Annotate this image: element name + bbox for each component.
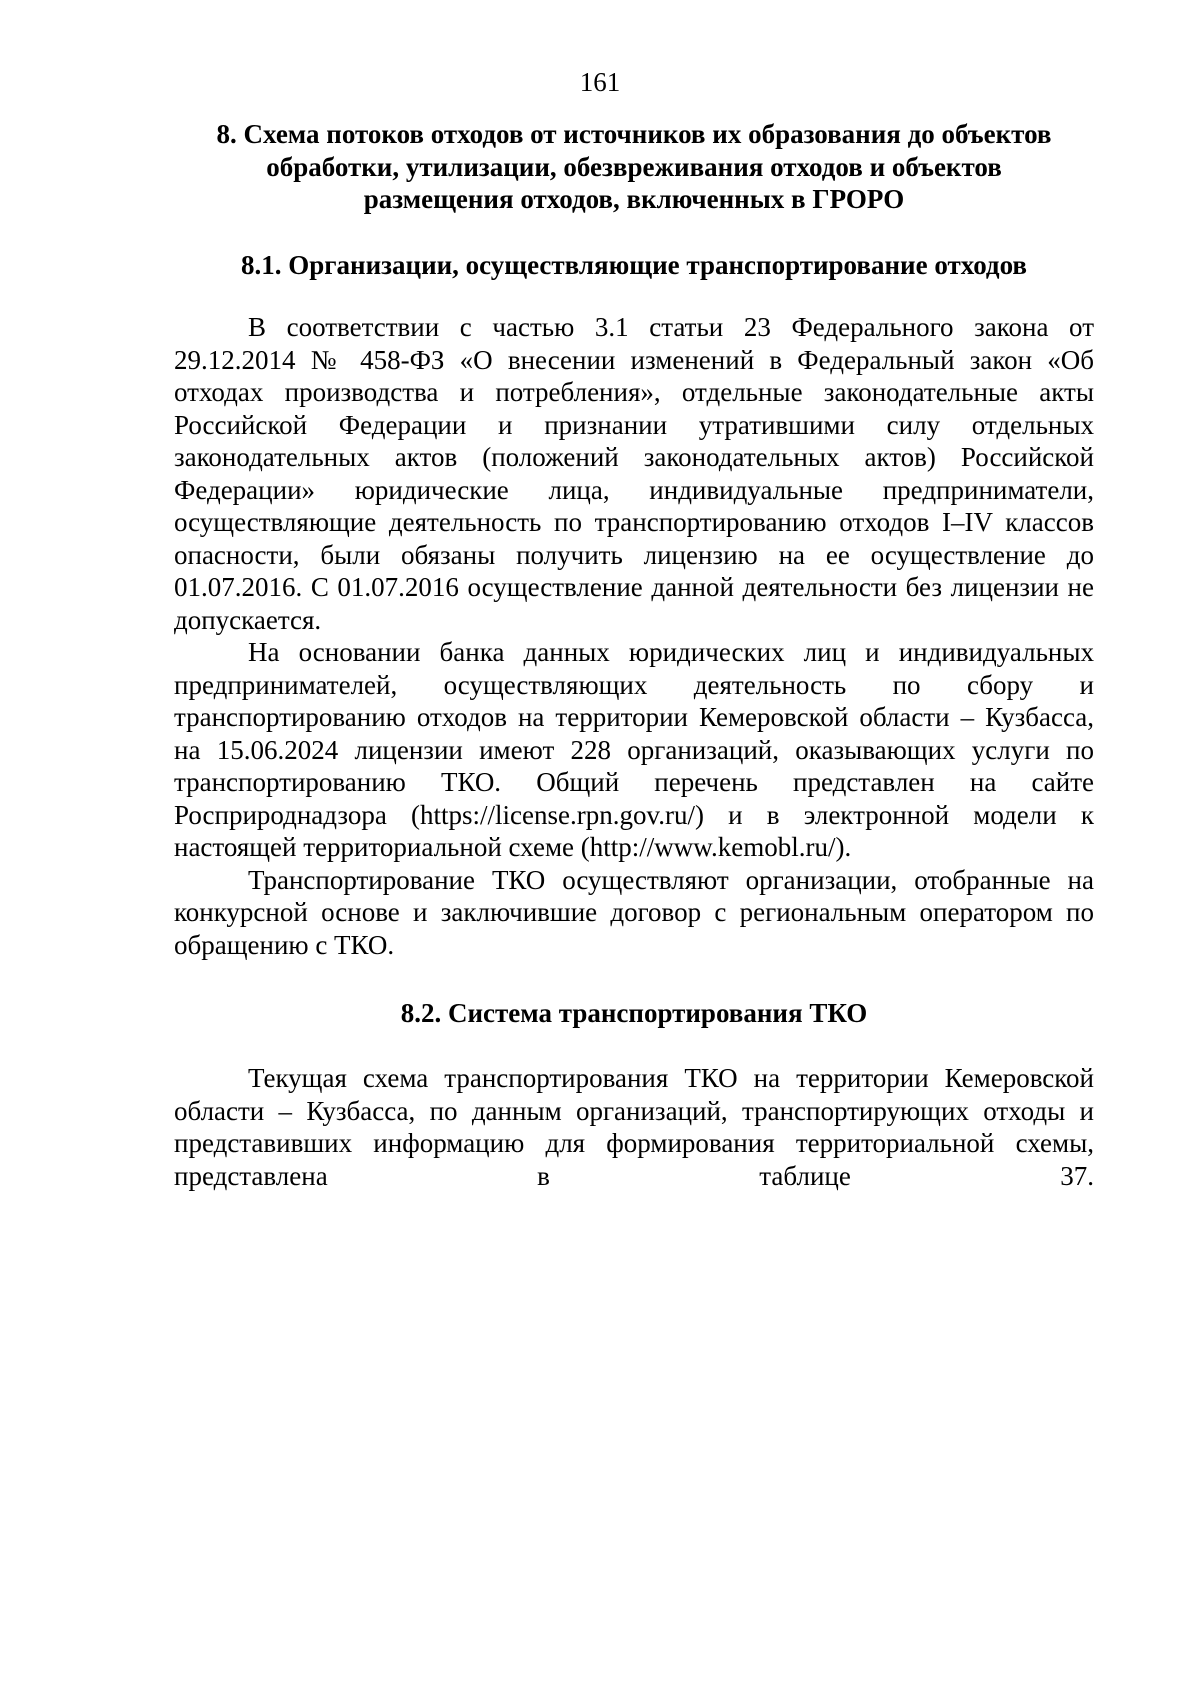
paragraph: Транспортирование ТКО осуществляют организации, отобранные на конкурсной основе и заключившие договор с региональным оператором по обращению с ТКО. <box>174 864 1094 960</box>
section-8-heading-line-2: обработки, утилизации, обезвреживания отходов и объектов <box>266 151 1002 182</box>
section-8-heading-line-3: размещения отходов, включенных в ГРОРО <box>363 184 905 214</box>
page-number: 161 <box>579 67 621 97</box>
paragraph: В соответствии с частью 3.1 статьи 23 Федерального закона от 29.12.2014 № 458-ФЗ «О внесении изменений в Федеральный закон «Об отходах производства и потребления», отдельные законодательные акты Российской Федерации и признании утратившими силу отдельных законодательных актов (положений законодательных актов) Российской Федерации» юридические лица, индивидуальные предприниматели, осуществляющие деятельность по транспортированию отходов I–IV классов опасности, были обязаны получить лицензию на ее осуществление до 01.07.2016. С 01.07.2016 осуществление данной деятельности без лицензии не допускается. <box>174 312 1094 635</box>
section-8-2-body <box>174 1062 1094 1192</box>
section-8-1-title: 8.1. Организации, осуществляющие транспортирование отходов <box>241 250 1027 280</box>
section-8-2-title: 8.2. Система транспортирования ТКО <box>400 998 868 1028</box>
section-8-heading-line-1: 8. Схема потоков отходов от источников их образования до объектов <box>216 119 1052 149</box>
paragraph: Текущая схема транспортирования ТКО на территории Кемеровской области – Кузбасса, по данным организаций, транспортирующих отходы и представивших информацию для формирования территориальной схемы, представлена в таблице 37. <box>174 1063 1094 1191</box>
section-8-heading <box>174 118 1094 216</box>
paragraph: На основании банка данных юридических лиц и индивидуальных предпринимателей, осуществляющих деятельность по сбору и транспортированию отходов на территории Кемеровской области – Кузбасса, на 15.06.2024 лицензии имеют 228 организаций, оказывающих услуги по транспортированию ТКО. Общий перечень представлен на сайте Росприроднадзора (https://license.rpn.gov.ru/) и в электронной модели к настоящей территориальной схеме (http://www.kemobl.ru/). <box>174 637 1094 862</box>
section-8-1-body <box>174 311 1094 961</box>
